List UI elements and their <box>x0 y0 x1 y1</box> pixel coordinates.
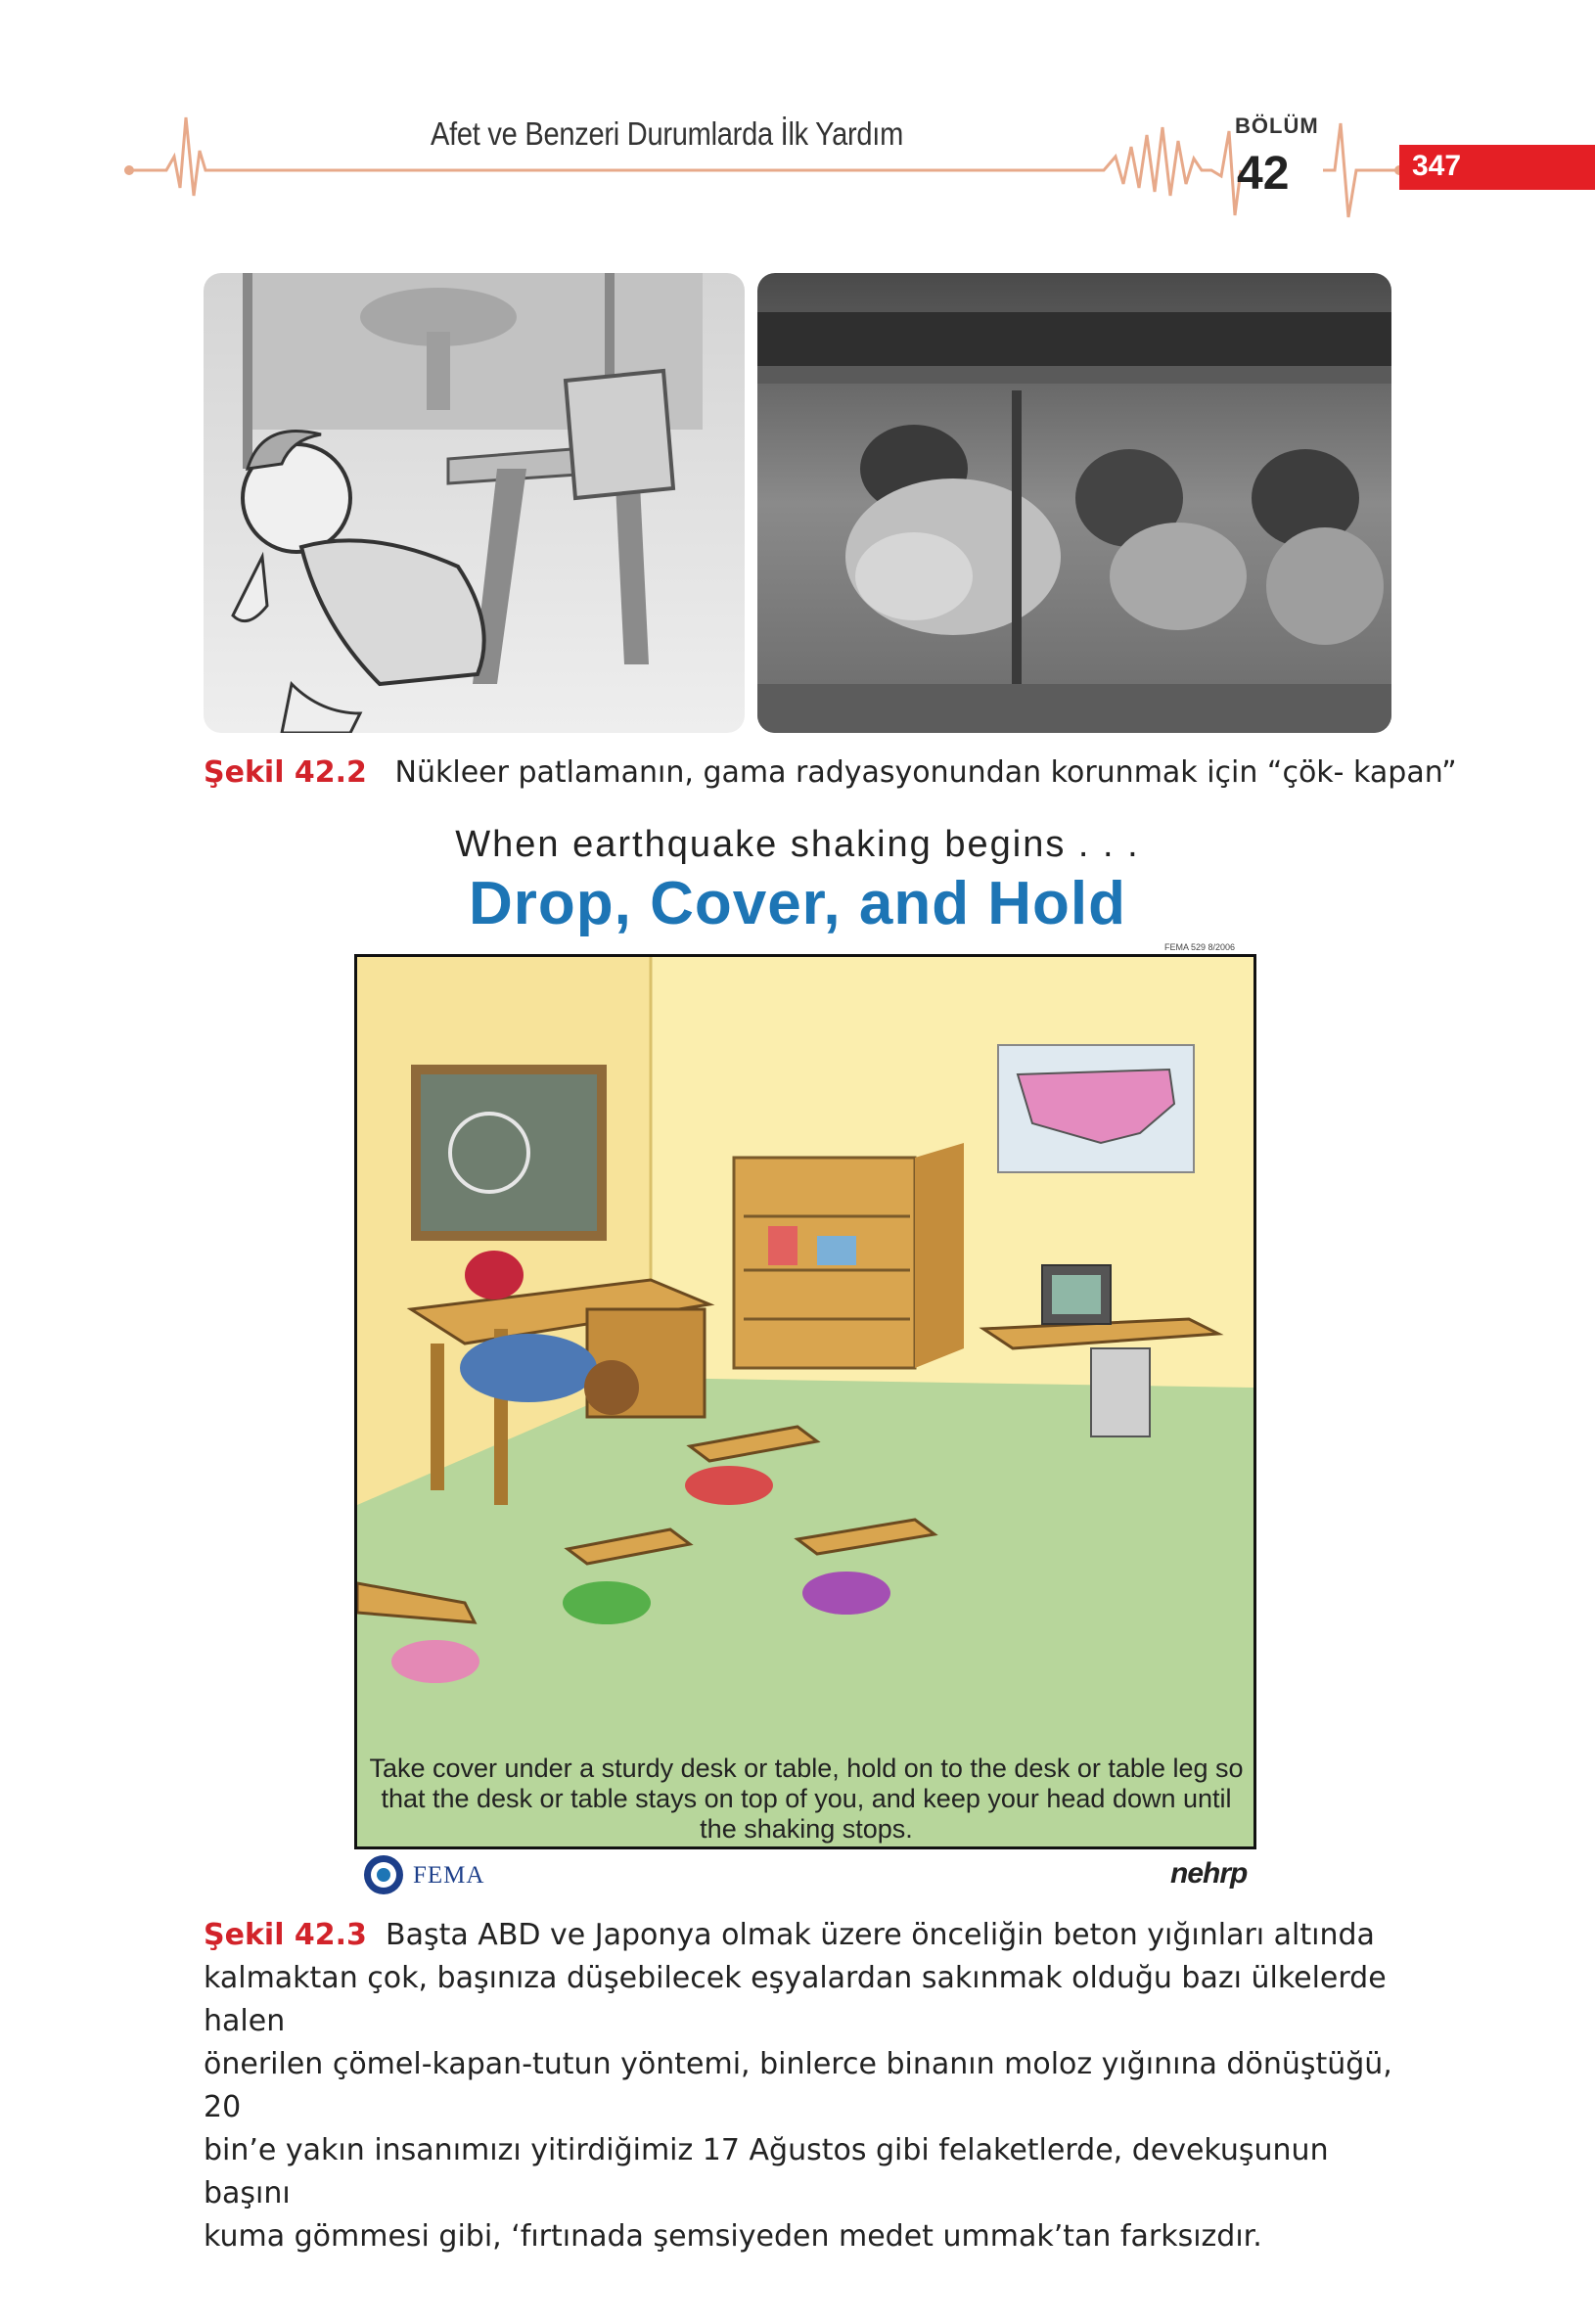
fema-logo-text: FEMA <box>413 1862 485 1889</box>
chapter-number: 42 <box>1237 148 1290 200</box>
fema-seal-icon <box>362 1853 405 1896</box>
figure-42-3-line-1 <box>204 1914 1417 1957</box>
historical-duck-and-cover-photo <box>757 273 1391 733</box>
poster-subtitle: When earthquake shaking begins . . . <box>455 824 1140 865</box>
page-number: 347 <box>1412 150 1462 182</box>
figure-42-3-text-1: Başta ABD ve Japonya olmak üzere önceliğin beton yığınları altında <box>386 1918 1375 1952</box>
figure-42-3-line-4: bin’e yakın insanımızı yitirdiğimiz 17 Ağustos gibi felaketlerde, devekuşunun başını <box>204 2133 1329 2210</box>
figure-42-2-text: Nükleer patlamanın, gama radyasyonundan korunmak için “çök- kapan” <box>394 755 1457 790</box>
chapter-label: BÖLÜM <box>1235 114 1319 138</box>
cartoon-duck-and-cover-image <box>204 273 745 733</box>
figure-42-2-caption <box>204 755 1457 790</box>
figure-42-3-caption <box>204 1914 1417 2258</box>
drop-cover-hold-poster <box>354 954 1256 1849</box>
running-header-title: Afet ve Benzeri Durumlarda İlk Yardım <box>431 115 904 152</box>
nehrp-logo-text: nehrp <box>1170 1857 1248 1890</box>
poster-title: Drop, Cover, and Hold <box>468 870 1127 937</box>
figure-42-3-line-3: önerilen çömel-kapan-tutun yöntemi, binlerce binanın moloz yığınına dönüştüğü, 20 <box>204 2047 1392 2124</box>
poster-instruction-text: Take cover under a sturdy desk or table, hold on to the desk or table leg so that the desk or table stays on top of you, and keep your head down until the shaking stops. <box>369 1754 1244 1844</box>
figure-42-3-line-2: kalmaktan çok, başınıza düşebilecek eşyalardan sakınmak olduğu bazı ülkelerde halen <box>204 1961 1387 2038</box>
figure-42-3-label: Şekil 42.3 <box>204 1918 367 1952</box>
poster-code: FEMA 529 8/2006 <box>1164 942 1236 952</box>
figure-42-3-line-5: kuma gömmesi gibi, ‘fırtınada şemsiyeden medet ummak’tan farksızdır. <box>204 2219 1262 2254</box>
figure-42-2-label: Şekil 42.2 <box>204 755 367 790</box>
